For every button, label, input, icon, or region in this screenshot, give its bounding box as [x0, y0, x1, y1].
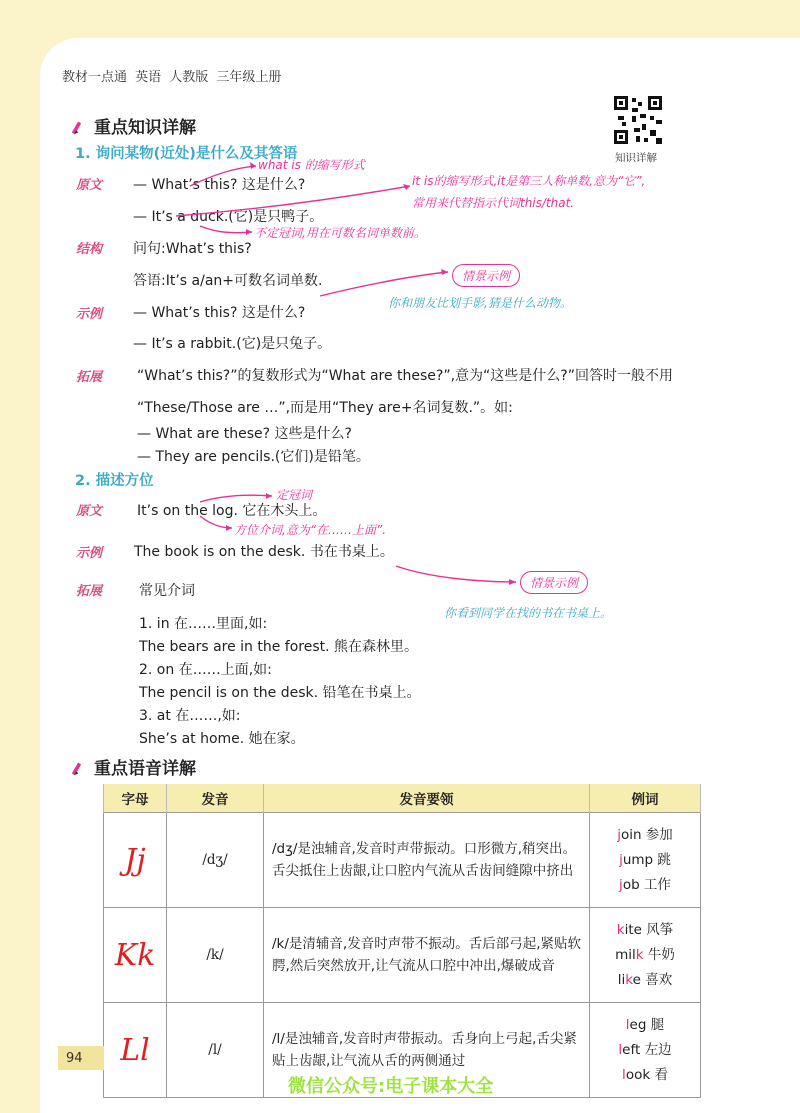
prep-line-5: 3. at 在……,如:: [139, 708, 241, 724]
extension-line-3: — What are these? 这些是什么?: [137, 426, 352, 442]
arrowhead: [246, 229, 252, 235]
tag-extension: 拓展: [76, 370, 103, 385]
desc-cell: /l/是浊辅音,发音时声带振动。舌身向上弓起,舌尖紧贴上齿龈,让气流从舌的两侧通过: [264, 1003, 590, 1098]
example-question: — What’s this? 这是什么?: [133, 305, 306, 321]
annotation-definite-article: 定冠词: [276, 488, 313, 502]
desc-cell: /dʒ/是浊辅音,发音时声带振动。口形微方,稍突出。舌尖抵住上齿龈,让口腔内气流从舌齿间缝隙中挤出: [264, 813, 590, 908]
prep-line-1: 1. in 在……里面,如:: [139, 616, 268, 632]
letter-cell: [104, 813, 167, 908]
ipa-cell: /dʒ/: [167, 813, 264, 908]
extension-line-4: — They are pencils.(它们)是铅笔。: [137, 449, 370, 465]
scene-bubble-2: 情景示例: [520, 571, 588, 594]
annotation-it-is-1: it is的缩写形式,it是第三人称单数,意为“它”,: [412, 174, 646, 188]
example-word: kite 风筝: [616, 921, 674, 938]
book-header: 教材一点通 英语 人教版 三年级上册: [62, 70, 282, 85]
example-answer: — It’s a rabbit.(它)是只兔子。: [133, 336, 332, 352]
annotation-preposition-on: 方位介词,意为“在……上面”.: [234, 523, 387, 537]
section-title-text: 重点语音详解: [94, 759, 196, 779]
footer-watermark: 微信公众号:电子课本大全: [288, 1076, 494, 1097]
examples-cell: [590, 1003, 701, 1098]
tag-example-2: 示例: [76, 546, 103, 561]
examples-cell: [590, 813, 701, 908]
letter-cell: [104, 1003, 167, 1098]
arrow-what-is: [190, 166, 256, 186]
tag-original-2: 原文: [76, 504, 103, 519]
original-question: — What’s this? 这是什么?: [133, 177, 306, 193]
prep-line-4: The pencil is on the desk. 铅笔在书桌上。: [139, 685, 421, 701]
original-answer: — It’s a duck.(它)是只鸭子。: [133, 209, 324, 225]
prep-line-6: She’s at home. 她在家。: [139, 731, 305, 747]
scene-note-1: 你和朋友比划手影,猜是什么动物。: [388, 296, 572, 310]
phonics-table: [103, 784, 701, 1098]
header-sound: 发音: [167, 784, 264, 813]
prep-line-3: 2. on 在……上面,如:: [139, 662, 272, 678]
table-row: [104, 813, 701, 908]
scene-note-2: 你看到同学在找的书在书桌上。: [444, 606, 613, 620]
annotation-it-is-2: 常用来代替指示代词this/that.: [412, 196, 575, 210]
arrow-indefinite: [200, 226, 252, 233]
arrowhead: [226, 525, 232, 531]
letter-cell: [104, 908, 167, 1003]
structure-question: 问句:What’s this?: [133, 241, 252, 257]
tag-example: 示例: [76, 307, 103, 322]
arrowhead: [509, 579, 516, 585]
arrowhead: [266, 493, 272, 499]
example-sentence-2: The book is on the desk. 书在书桌上。: [134, 544, 394, 560]
tag-extension-2: 拓展: [76, 584, 103, 599]
example-word: jump 跳: [619, 851, 671, 868]
arrowhead: [250, 162, 256, 169]
example-word: join 参加: [617, 826, 673, 843]
examples-cell: [590, 908, 701, 1003]
letter-jj: Jj: [124, 842, 146, 878]
ipa-cell: /l/: [167, 1003, 264, 1098]
subtitle-what-is-this: 1. 询问某物(近处)是什么及其答语: [75, 146, 298, 162]
example-word: job 工作: [619, 876, 671, 893]
example-word: leg 腿: [625, 1016, 665, 1033]
ipa-cell: /k/: [167, 908, 264, 1003]
table-row: [104, 908, 701, 1003]
letter-kk: Kk: [114, 937, 156, 973]
header-tips: 发音要领: [264, 784, 590, 813]
pencil-icon: [72, 759, 90, 777]
tag-original: 原文: [76, 178, 103, 193]
prepositions-title: 常见介词: [139, 583, 195, 599]
qr-label: 知识详解: [615, 152, 657, 164]
structure-answer: 答语:It’s a/an+可数名词单数.: [133, 273, 323, 289]
annotation-indefinite-article: 不定冠词,用在可数名词单数前。: [254, 226, 426, 240]
desc-cell: /k/是清辅音,发音时声带不振动。舌后部弓起,紧贴软腭,然后突然放开,让气流从口腔中冲出,爆破成音: [264, 908, 590, 1003]
arrow-scene-1: [320, 272, 448, 296]
section-title-phonics: [72, 754, 196, 779]
scene-bubble-1: 情景示例: [452, 264, 520, 287]
example-word: milk 牛奶: [615, 946, 675, 963]
table-header-row: [104, 784, 701, 813]
extension-line-1: “What’s this?”的复数形式为“What are these?”,意为“这些是什么?”回答时一般不用: [137, 368, 673, 384]
page-number: 94: [66, 1051, 83, 1066]
section-title-text: 重点知识详解: [94, 118, 196, 138]
arrow-definite: [200, 495, 272, 502]
header-examples: 例词: [590, 784, 701, 813]
annotation-what-is: what is 的缩写形式: [258, 158, 365, 172]
subtitle-position: 2. 描述方位: [75, 473, 154, 489]
example-word: left 左边: [618, 1041, 672, 1058]
example-word: look 看: [622, 1066, 668, 1083]
example-word: like 喜欢: [617, 971, 673, 988]
extension-line-2: “These/Those are …”,而是用“They are+名词复数.”。如:: [137, 400, 513, 416]
arrowhead: [441, 269, 448, 275]
original-sentence-2: It’s on the log. 它在木头上。: [137, 503, 327, 519]
tag-structure: 结构: [76, 242, 103, 257]
prep-line-2: The bears are in the forest. 熊在森林里。: [139, 639, 419, 655]
letter-ll: Ll: [120, 1032, 150, 1068]
arrow-scene-2: [396, 566, 516, 582]
arrow-it-is: [176, 186, 410, 216]
header-letter: 字母: [104, 784, 167, 813]
